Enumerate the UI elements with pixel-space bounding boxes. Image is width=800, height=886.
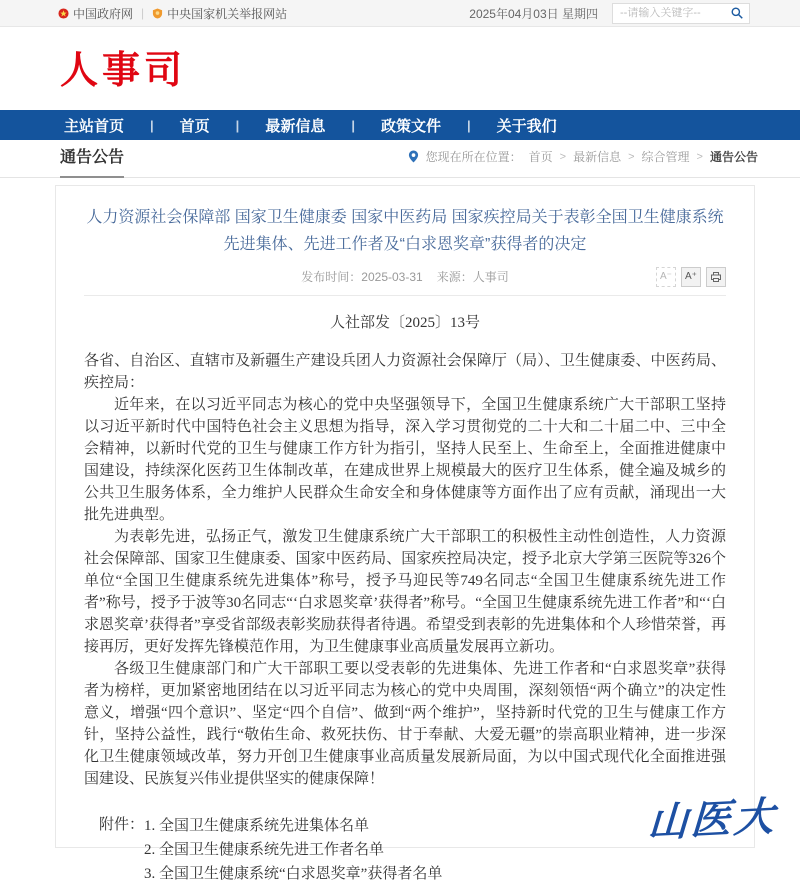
nav-divider: |: [351, 117, 355, 133]
breadcrumb-home[interactable]: 首页: [528, 150, 553, 164]
article-toolbar: [656, 267, 726, 287]
document-number: 人社部发〔2025〕13号: [329, 315, 480, 331]
top-links: [58, 5, 287, 22]
document-paragraph: 各级卫生健康部门和广大干部职工要以受表彰的先进集体、先进工作者和“白求恩奖章”获得者为榜样，更加紧密地团结在以习近平同志为核心的党中央周围，深刻领悟“两个确立”的决定性意义，增强“四个意识”、坚定“四个自信”、做到“两个维护”，坚持新时代党的卫生与健康工作方针，坚持公益性，践行“敬佑生命、救死扶伤、甘于奉献、大爱无疆”的崇高职业精神，进一步深化卫生健康领域改革，努力开创卫生健康事业高质量发展新局面，为以中国式现代化全面推进强国建设、民族复兴伟业提供坚实的健康保障！: [84, 661, 726, 787]
watermark-logo: 山医大: [646, 792, 778, 847]
font-decrease-button[interactable]: A⁻: [656, 267, 676, 287]
attachments-list: [144, 814, 442, 886]
attachments-block: [84, 814, 726, 886]
location-label: 您现在所在位置：: [425, 150, 522, 164]
breadcrumb-separator: >: [696, 150, 703, 163]
breadcrumb-separator: >: [628, 150, 635, 163]
attachment-item: 1. 全国卫生健康系统先进集体名单: [144, 818, 370, 834]
section-title: 通告公告: [60, 144, 124, 178]
document-paragraph: 为表彰先进，弘扬正气，激发卫生健康系统广大干部职工的积极性主动性创造性，人力资源社会保障部、国家卫生健康委、国家中医药局、国家疾控局决定，授予北京大学第三医院等326个单位“全国卫生健康系统先进集体”称号，授予马迎民等749名同志“全国卫生健康系统先进工作者”称号，授予于波等30名同志“‘白求恩奖章’获得者”称号。“全国卫生健康系统先进工作者”和“‘白求恩奖章’获得者”享受省部级表彰奖励获得者待遇。希望受到表彰的先进集体和个人珍惜荣誉，再接再厉，更好发挥先锋模范作用，为卫生健康事业高质量发展再立新功。: [84, 529, 726, 655]
source-label: 来源：: [436, 270, 473, 284]
breadcrumb: [408, 148, 758, 177]
search-input[interactable]: [620, 7, 725, 19]
breadcrumb-current: 通告公告: [709, 150, 758, 164]
national-emblem-icon: [58, 8, 69, 19]
report-site-link[interactable]: [152, 5, 287, 22]
publish-time-value: 2025-03-31: [361, 270, 423, 284]
document-body: [84, 312, 726, 886]
main-nav: [0, 110, 800, 140]
report-site-icon: [152, 8, 163, 19]
site-logo[interactable]: 人事司: [60, 50, 187, 92]
source-value: 人事司: [472, 270, 509, 284]
attachment-item: 2. 全国卫生健康系统先进工作者名单: [144, 842, 385, 858]
breadcrumb-row: [0, 140, 800, 178]
article-meta: [84, 267, 726, 287]
breadcrumb-separator: >: [559, 150, 567, 163]
nav-item-home[interactable]: 首页: [179, 117, 210, 135]
printer-icon: [710, 271, 722, 283]
search-button[interactable]: [725, 6, 749, 20]
nav-item-main-home[interactable]: 主站首页: [64, 117, 125, 135]
nav-item-policy-documents[interactable]: 政策文件: [380, 117, 441, 135]
article-card: [55, 185, 755, 882]
report-site-label: 中央国家机关举报网站: [167, 6, 288, 21]
topbar-right: [469, 3, 750, 24]
gov-site-label: 中国政府网: [73, 6, 134, 21]
nav-item-about-us[interactable]: 关于我们: [496, 117, 557, 135]
nav-divider: |: [150, 117, 154, 133]
document-salutation: 各省、自治区、直辖市及新疆生产建设兵团人力资源社会保障厅（局）、卫生健康委、中医药局、疾控局：: [84, 353, 726, 391]
font-increase-button[interactable]: A⁺: [681, 267, 701, 287]
current-date: 2025年04月03日 星期四: [469, 6, 598, 21]
gov-site-link[interactable]: [58, 5, 133, 22]
site-header: [0, 27, 800, 110]
nav-item-latest-news[interactable]: 最新信息: [265, 117, 326, 135]
article-meta-row: [84, 267, 726, 289]
attachment-item: 3. 全国卫生健康系统“白求恩奖章”获得者名单: [144, 866, 443, 882]
location-pin-icon: [408, 150, 419, 163]
attachments-label: 附件：: [99, 817, 145, 833]
nav-divider: |: [466, 117, 471, 133]
top-utility-bar: [0, 0, 800, 27]
document-paragraph: 近年来，在以习近平同志为核心的党中央坚强领导下，全国卫生健康系统广大干部职工坚持以习近平新时代中国特色社会主义思想为指导，深入学习贯彻党的二十大和二十届二中、三中全会精神，以新时代党的卫生与健康工作方针为指引，坚持人民至上、生命至上，全面推进健康中国建设，持续深化医药卫生体制改革，在建成世界上规模最大的医疗卫生体系，健全遍及城乡的公共卫生服务体系，全力维护人民群众生命安全和身体健康等方面作出了应有贡献，涌现出一大批先进典型。: [84, 397, 726, 523]
search-icon: [730, 6, 744, 20]
meta-divider: [84, 295, 726, 296]
search-box: [612, 3, 750, 24]
divider: |: [141, 6, 145, 20]
article-title: 人力资源社会保障部 国家卫生健康委 国家中医药局 国家疾控局关于表彰全国卫生健康系统先进集体、先进工作者及“白求恩奖章”获得者的决定: [86, 209, 724, 253]
breadcrumb-latest-news[interactable]: 最新信息: [573, 150, 622, 164]
nav-divider: |: [235, 117, 240, 133]
breadcrumb-general-management[interactable]: 综合管理: [641, 150, 690, 164]
publish-time-label: 发布时间：: [301, 270, 362, 284]
print-button[interactable]: [706, 267, 726, 287]
